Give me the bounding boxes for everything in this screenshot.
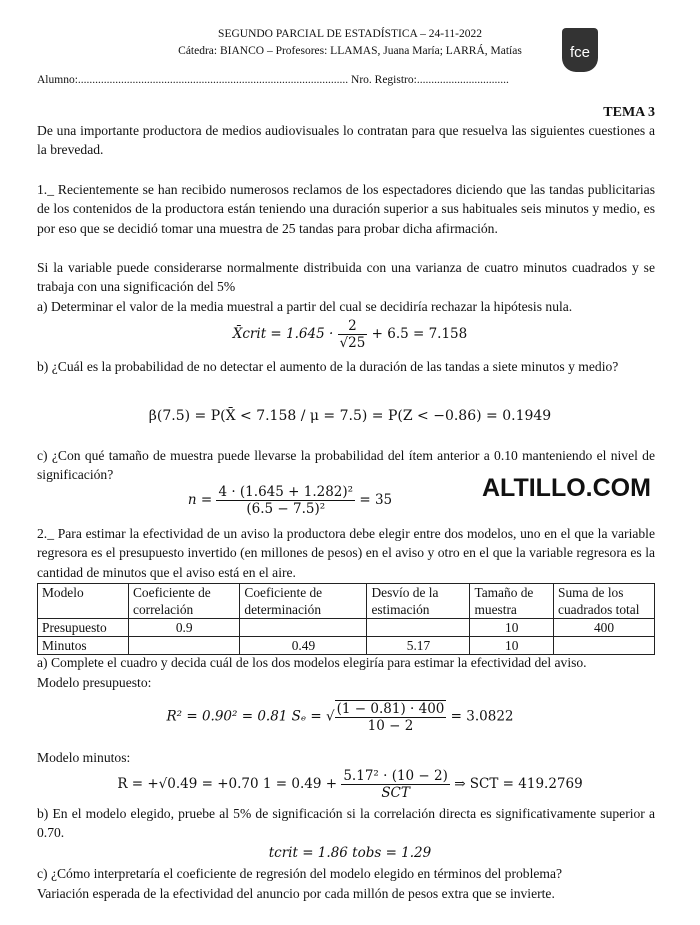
table-cell: 0.9 [129,619,240,637]
table-row [38,619,655,637]
q2a-question: a) Complete el cuadro y decida cuál de los dos modelos elegiría para estimar la efectividad del aviso. [37,655,587,670]
formula-part: R² = 0.90² = 0.81 Sₑ = [166,708,322,725]
table-cell: 10 [470,619,554,637]
formula-part: = 3.0822 [450,708,514,725]
formula-part: = 35 [359,492,393,508]
table-header: Modelo [38,584,129,619]
q1-conditions: Si la variable puede considerarse normalmente distribuida con una varianza de cuatro minutos cuadrados y se trabaja con una significación del 5% [37,260,655,295]
table-header: Desvío de la estimación [367,584,470,619]
formula-part: + 6.5 = 7.158 [371,326,468,342]
q1b-question: b) ¿Cuál es la probabilidad de no detectar el aumento de la duración de las tandas a siete minutos y medio? [37,359,619,374]
q1a-formula [0,318,700,351]
minutes-formula [0,768,700,801]
formula-den: √25 [339,335,366,351]
table-cell [367,619,470,637]
budget-formula: R² = 0.90² = 0.81 Sₑ = √ $\frac{(1 - 0.81) \cdot 400}{10 - 2}$ = 3.0822 [166,701,514,734]
formula-part: X̄crit = 1.645 · [232,326,334,342]
table-header-row [38,584,655,619]
q1b-formula: β(7.5) = P(X̄ < 7.158 / μ = 7.5) = P(Z < −0.86) = 0.1949 [148,408,552,424]
table-cell [240,619,367,637]
q2b-formula: tcrit = 1.86 tobs = 1.29 [268,845,432,861]
models-table [37,583,655,655]
q1a-question: a) Determinar el valor de la media muestral a partir del cual se decidiría rechazar la hipótesis nula. [37,299,573,314]
exam-title: SEGUNDO PARCIAL DE ESTADÍSTICA – 24-11-2022 [218,28,482,40]
formula-num: (1 − 0.81) · 400 [336,701,445,717]
table-header: Coeficiente de correlación [129,584,240,619]
formula-den: 10 − 2 [367,718,414,734]
q1c-question: c) ¿Con qué tamaño de muestra puede llevarse la probabilidad del ítem anterior a 0.10 manteniendo el nivel de significación? [37,448,655,483]
formula-part: R = +√0.49 = +0.70 1 = 0.49 + [117,776,338,792]
formula-den: (6.5 − 7.5)² [246,501,326,517]
table-cell: Minutos [38,637,129,655]
table-cell: 5.17 [367,637,470,655]
q2c-question: c) ¿Cómo interpretaría el coeficiente de regresión del modelo elegido en términos del problema? [37,866,563,881]
q2b-question: b) En el modelo elegido, pruebe al 5% de significación si la correlación directa es significativamente superior a 0.70. [37,806,655,841]
table-header: Suma de los cuadrados total [554,584,655,619]
table-cell: Presupuesto [38,619,129,637]
q2c-answer: Variación esperada de la efectividad del anuncio por cada millón de pesos extra que se invierte. [37,886,555,901]
table-cell [554,637,655,655]
table-cell: 0.49 [240,637,367,655]
exam-subtitle: Cátedra: BIANCO – Profesores: LLAMAS, Juana María; LARRÁ, Matías [178,45,522,57]
table-header: Tamaño de muestra [470,584,554,619]
student-line: Alumno:.............................................................................................. Nro. Registro:................................ [37,74,509,86]
table-cell: 10 [470,637,554,655]
formula-num: 2 [338,318,368,335]
model-minutes-label: Modelo minutos: [37,750,131,765]
table-row [38,637,655,655]
fce-logo [562,28,598,72]
logo-text: fce [569,44,590,61]
formula-num: 5.17² · (10 − 2) [343,768,448,784]
formula-num: 4 · (1.645 + 1.282)² [218,484,354,500]
table-cell: 400 [554,619,655,637]
q2-statement: 2._ Para estimar la efectividad de un aviso la productora debe elegir entre dos modelos, uno en el que la variable regresora es el presupuesto invertido (en millones de pesos) en el aviso y otro en el que la variable regresora es la cantidad de minutos que el aviso está en el aire. [37,526,655,580]
intro-text: De una importante productora de medios audiovisuales lo contratan para que resuelva las siguientes cuestiones a la brevedad. [37,123,655,158]
model-budget-label: Modelo presupuesto: [37,675,152,690]
formula-part: n = [187,492,213,508]
formula-den: SCT [381,785,410,801]
formula-part: ⇒ SCT = 419.2769 [454,776,583,792]
watermark: ALTILLO.COM [482,474,651,502]
table-cell [129,637,240,655]
q1-statement: 1._ Recientemente se han recibido numerosos reclamos de los espectadores diciendo que las tandas publicitarias de los contenidos de la productora están teniendo una duración superior a sus habituales seis minutos y medio, es por eso que se decidió tomar una muestra de 25 tandas para probar dicha afirmación. [37,182,655,236]
tema-label: TEMA 3 [603,105,655,120]
table-header: Coeficiente de determinación [240,584,367,619]
